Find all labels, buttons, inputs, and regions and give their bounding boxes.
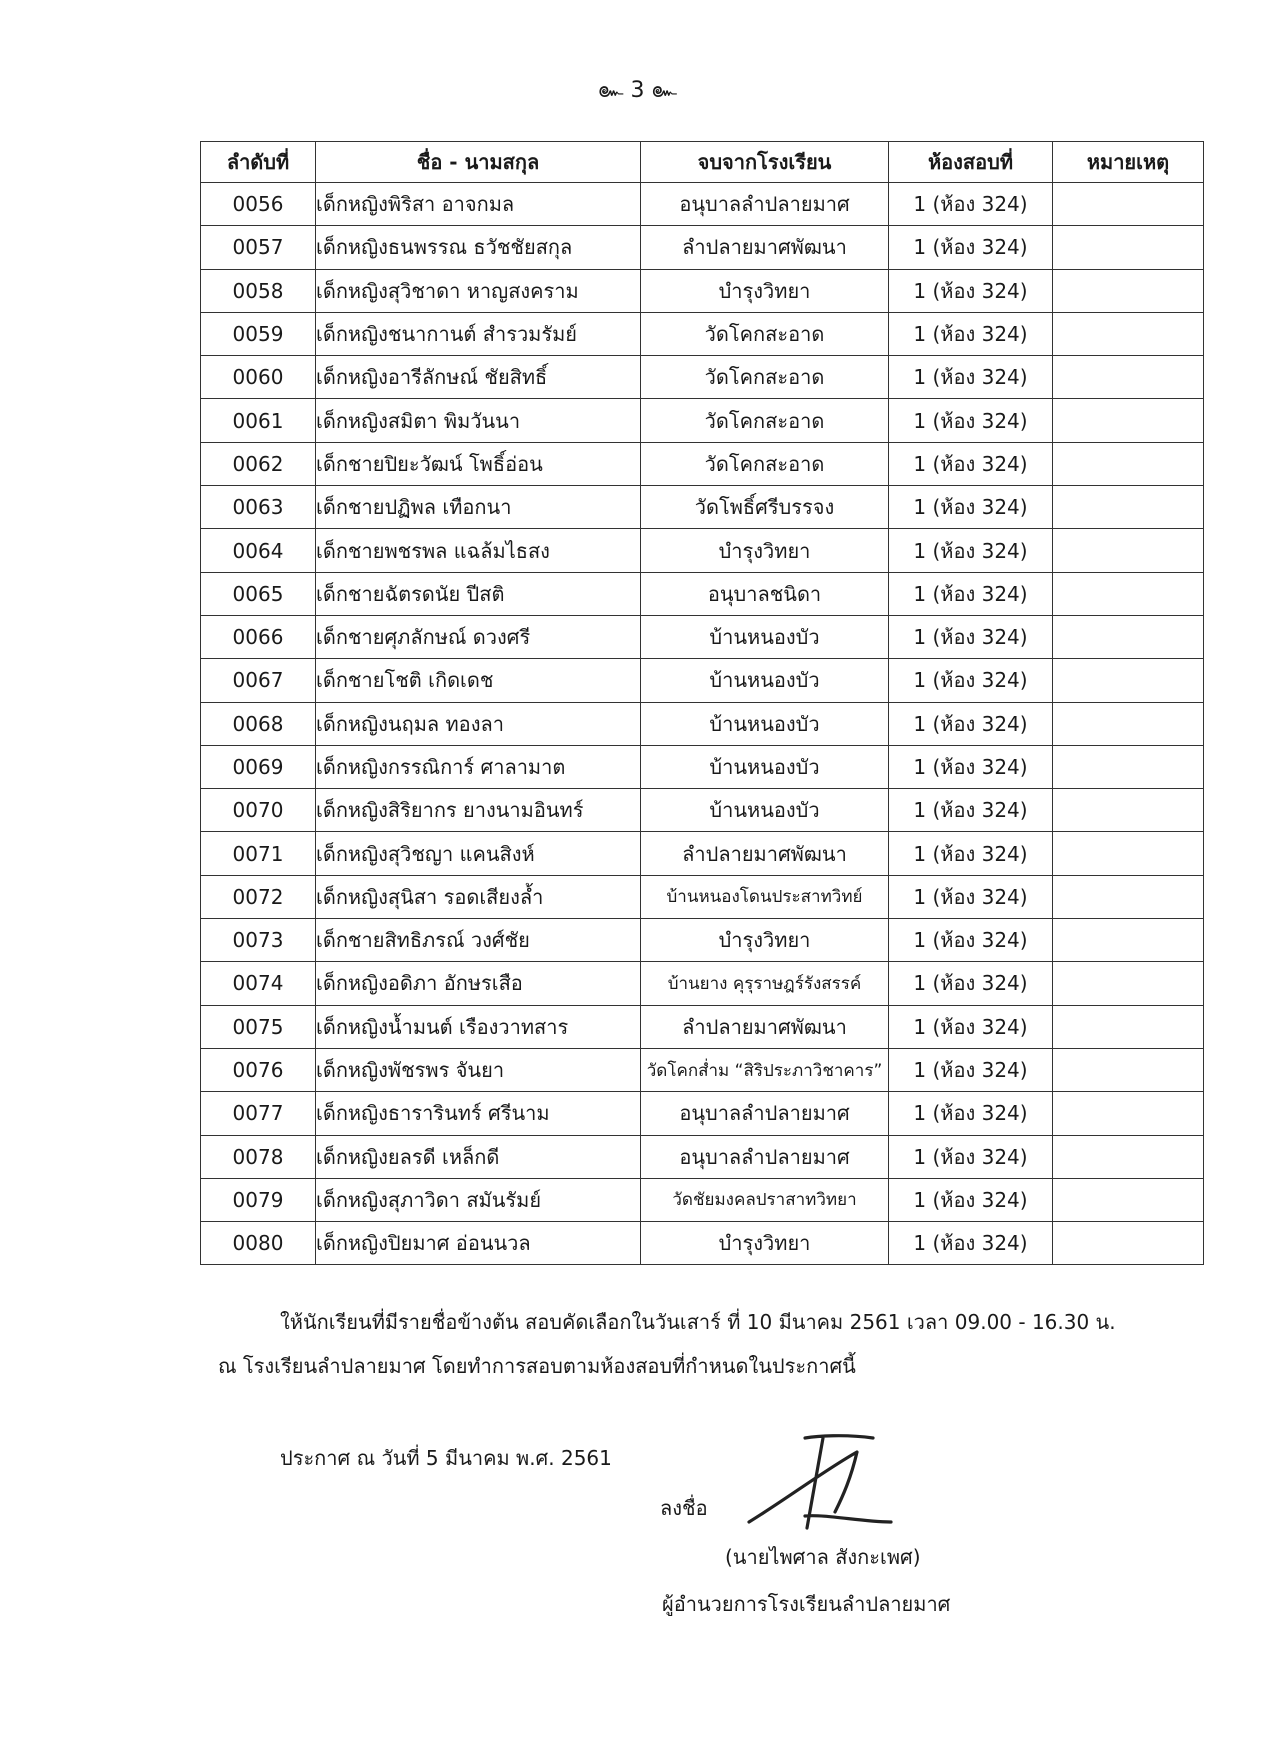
cell-note	[1053, 919, 1204, 962]
table-row	[201, 789, 1204, 832]
cell-note	[1053, 1222, 1204, 1265]
cell-room: 1 (ห้อง 324)	[889, 183, 1053, 226]
cell-note	[1053, 1178, 1204, 1221]
cell-room: 1 (ห้อง 324)	[889, 832, 1053, 875]
table-row	[201, 919, 1204, 962]
cell-note	[1053, 702, 1204, 745]
cell-name: เด็กหญิงน้ำมนต์ เรืองวาทสาร	[316, 1005, 641, 1048]
cell-note	[1053, 1135, 1204, 1178]
cell-order: 0074	[201, 962, 316, 1005]
cell-name: เด็กชายศุภลักษณ์ ดวงศรี	[316, 615, 641, 658]
table-row	[201, 572, 1204, 615]
cell-school: ลำปลายมาศพัฒนา	[641, 226, 889, 269]
cell-school: วัดชัยมงคลปราสาทวิทยา	[641, 1178, 889, 1221]
cell-order: 0062	[201, 442, 316, 485]
cell-name: เด็กหญิงนฤมล ทองลา	[316, 702, 641, 745]
cell-name: เด็กหญิงสุภาวิดา สมันรัมย์	[316, 1178, 641, 1221]
signature-label: ลงชื่อ	[660, 1496, 708, 1520]
cell-school: อนุบาลลำปลายมาศ	[641, 1092, 889, 1135]
cell-order: 0059	[201, 312, 316, 355]
table-row	[201, 226, 1204, 269]
cell-note	[1053, 962, 1204, 1005]
table-body	[201, 183, 1204, 1265]
exam-notice	[218, 1300, 1178, 1388]
cell-school: วัดโพธิ์ศรีบรรจง	[641, 486, 889, 529]
cell-note	[1053, 832, 1204, 875]
cell-room: 1 (ห้อง 324)	[889, 659, 1053, 702]
cell-name: เด็กชายโชติ เกิดเดช	[316, 659, 641, 702]
handwritten-signature	[745, 1430, 895, 1540]
table-row	[201, 486, 1204, 529]
cell-room: 1 (ห้อง 324)	[889, 572, 1053, 615]
cell-room: 1 (ห้อง 324)	[889, 1092, 1053, 1135]
cell-school: บำรุงวิทยา	[641, 269, 889, 312]
table-row	[201, 1135, 1204, 1178]
cell-order: 0065	[201, 572, 316, 615]
cell-order: 0068	[201, 702, 316, 745]
cell-note	[1053, 745, 1204, 788]
cell-school: วัดโคกสะอาด	[641, 442, 889, 485]
cell-room: 1 (ห้อง 324)	[889, 789, 1053, 832]
cell-order: 0067	[201, 659, 316, 702]
cell-order: 0077	[201, 1092, 316, 1135]
cell-name: เด็กหญิงอดิภา อักษรเสือ	[316, 962, 641, 1005]
cell-school: บ้านหนองบัว	[641, 615, 889, 658]
cell-note	[1053, 312, 1204, 355]
cell-school: อนุบาลลำปลายมาศ	[641, 183, 889, 226]
cell-name: เด็กหญิงพิริสา อาจกมล	[316, 183, 641, 226]
cell-name: เด็กหญิงกรรณิการ์ ศาลามาต	[316, 745, 641, 788]
table-row	[201, 1178, 1204, 1221]
cell-name: เด็กหญิงธนพรรณ ธวัชชัยสกุล	[316, 226, 641, 269]
cell-order: 0058	[201, 269, 316, 312]
page-number: ๛ 3 ๛	[598, 78, 677, 103]
cell-order: 0071	[201, 832, 316, 875]
cell-school: บำรุงวิทยา	[641, 919, 889, 962]
cell-order: 0064	[201, 529, 316, 572]
cell-name: เด็กหญิงสมิตา พิมวันนา	[316, 399, 641, 442]
cell-note	[1053, 789, 1204, 832]
announcement-date: ประกาศ ณ วันที่ 5 มีนาคม พ.ศ. 2561	[280, 1446, 612, 1470]
cell-order: 0078	[201, 1135, 316, 1178]
cell-school: บ้านหนองบัว	[641, 789, 889, 832]
cell-room: 1 (ห้อง 324)	[889, 1222, 1053, 1265]
cell-name: เด็กหญิงพัชรพร จันยา	[316, 1048, 641, 1091]
cell-room: 1 (ห้อง 324)	[889, 702, 1053, 745]
cell-order: 0063	[201, 486, 316, 529]
cell-order: 0080	[201, 1222, 316, 1265]
table-row	[201, 312, 1204, 355]
cell-order: 0060	[201, 356, 316, 399]
cell-name: เด็กชายพชรพล แฉล้มไธสง	[316, 529, 641, 572]
cell-note	[1053, 442, 1204, 485]
cell-room: 1 (ห้อง 324)	[889, 1048, 1053, 1091]
cell-school: บำรุงวิทยา	[641, 529, 889, 572]
cell-note	[1053, 1005, 1204, 1048]
cell-order: 0066	[201, 615, 316, 658]
header-room: ห้องสอบที่	[889, 142, 1053, 183]
header-note: หมายเหตุ	[1053, 142, 1204, 183]
table-row	[201, 702, 1204, 745]
cell-note	[1053, 875, 1204, 918]
cell-name: เด็กหญิงอารีลักษณ์ ชัยสิทธิ์	[316, 356, 641, 399]
table-row	[201, 832, 1204, 875]
cell-room: 1 (ห้อง 324)	[889, 615, 1053, 658]
cell-order: 0072	[201, 875, 316, 918]
cell-school: บ้านหนองบัว	[641, 745, 889, 788]
table-row	[201, 529, 1204, 572]
table-row	[201, 875, 1204, 918]
cell-school: บ้านยาง คุรุราษฎร์รังสรรค์	[641, 962, 889, 1005]
cell-school: บ้านหนองบัว	[641, 702, 889, 745]
cell-name: เด็กหญิงธารารินทร์ ศรีนาม	[316, 1092, 641, 1135]
table-row	[201, 745, 1204, 788]
cell-order: 0069	[201, 745, 316, 788]
cell-room: 1 (ห้อง 324)	[889, 226, 1053, 269]
cell-note	[1053, 572, 1204, 615]
cell-order: 0057	[201, 226, 316, 269]
table-row	[201, 1005, 1204, 1048]
notice-line-2: ณ โรงเรียนลำปลายมาศ โดยทำการสอบตามห้องสอบที่กำหนดในประกาศนี้	[218, 1354, 856, 1378]
table-row	[201, 962, 1204, 1005]
candidate-table	[200, 141, 1204, 1265]
cell-order: 0061	[201, 399, 316, 442]
cell-school: บ้านหนองโดนประสาทวิทย์	[641, 875, 889, 918]
cell-room: 1 (ห้อง 324)	[889, 919, 1053, 962]
table-row	[201, 659, 1204, 702]
cell-school: วัดโคกสะอาด	[641, 356, 889, 399]
cell-room: 1 (ห้อง 324)	[889, 962, 1053, 1005]
table-row	[201, 442, 1204, 485]
cell-room: 1 (ห้อง 324)	[889, 312, 1053, 355]
cell-room: 1 (ห้อง 324)	[889, 529, 1053, 572]
cell-note	[1053, 183, 1204, 226]
cell-school: บ้านหนองบัว	[641, 659, 889, 702]
cell-school: ลำปลายมาศพัฒนา	[641, 1005, 889, 1048]
table-row	[201, 1048, 1204, 1091]
notice-line-1: ให้นักเรียนที่มีรายชื่อข้างต้น สอบคัดเลือกในวันเสาร์ ที่ 10 มีนาคม 2561 เวลา 09.00 - 16.30 น.	[280, 1310, 1116, 1334]
cell-room: 1 (ห้อง 324)	[889, 442, 1053, 485]
cell-name: เด็กหญิงยลรดี เหล็กดี	[316, 1135, 641, 1178]
cell-note	[1053, 269, 1204, 312]
cell-order: 0076	[201, 1048, 316, 1091]
cell-room: 1 (ห้อง 324)	[889, 1178, 1053, 1221]
cell-room: 1 (ห้อง 324)	[889, 356, 1053, 399]
table-row	[201, 1222, 1204, 1265]
header-school: จบจากโรงเรียน	[641, 142, 889, 183]
table-row	[201, 1092, 1204, 1135]
cell-note	[1053, 1048, 1204, 1091]
cell-note	[1053, 226, 1204, 269]
table-header-row	[201, 142, 1204, 183]
cell-note	[1053, 356, 1204, 399]
cell-name: เด็กหญิงสิริยากร ยางนามอินทร์	[316, 789, 641, 832]
cell-room: 1 (ห้อง 324)	[889, 399, 1053, 442]
cell-room: 1 (ห้อง 324)	[889, 1135, 1053, 1178]
cell-name: เด็กชายปิยะวัฒน์ โพธิ์อ่อน	[316, 442, 641, 485]
header-name: ชื่อ - นามสกุล	[316, 142, 641, 183]
cell-name: เด็กชายสิทธิภรณ์ วงศ์ชัย	[316, 919, 641, 962]
cell-name: เด็กชายปฏิพล เทือกนา	[316, 486, 641, 529]
cell-name: เด็กหญิงสุวิชญา แคนสิงห์	[316, 832, 641, 875]
cell-order: 0070	[201, 789, 316, 832]
cell-name: เด็กหญิงสุนิสา รอดเสียงล้ำ	[316, 875, 641, 918]
cell-school: ลำปลายมาศพัฒนา	[641, 832, 889, 875]
cell-order: 0073	[201, 919, 316, 962]
cell-school: อนุบาลลำปลายมาศ	[641, 1135, 889, 1178]
cell-note	[1053, 615, 1204, 658]
cell-note	[1053, 399, 1204, 442]
cell-school: อนุบาลชนิดา	[641, 572, 889, 615]
cell-room: 1 (ห้อง 324)	[889, 1005, 1053, 1048]
signer-name: (นายไพศาล สังกะเพศ)	[725, 1545, 921, 1569]
header-order: ลำดับที่	[201, 142, 316, 183]
cell-room: 1 (ห้อง 324)	[889, 486, 1053, 529]
table-row	[201, 183, 1204, 226]
cell-name: เด็กหญิงสุวิชาดา หาญสงคราม	[316, 269, 641, 312]
cell-school: วัดโคกสะอาด	[641, 399, 889, 442]
signer-title: ผู้อำนวยการโรงเรียนลำปลายมาศ	[662, 1592, 951, 1616]
cell-note	[1053, 529, 1204, 572]
cell-note	[1053, 1092, 1204, 1135]
cell-note	[1053, 659, 1204, 702]
cell-order: 0075	[201, 1005, 316, 1048]
cell-name: เด็กหญิงชนากานต์ สำรวมรัมย์	[316, 312, 641, 355]
table-row	[201, 399, 1204, 442]
table-row	[201, 269, 1204, 312]
cell-note	[1053, 486, 1204, 529]
cell-school: วัดโคกส่ำม “สิริประภาวิชาคาร”	[641, 1048, 889, 1091]
cell-room: 1 (ห้อง 324)	[889, 875, 1053, 918]
cell-order: 0056	[201, 183, 316, 226]
cell-room: 1 (ห้อง 324)	[889, 269, 1053, 312]
cell-name: เด็กชายฉัตรดนัย ปีสติ	[316, 572, 641, 615]
table-row	[201, 615, 1204, 658]
table-row	[201, 356, 1204, 399]
cell-order: 0079	[201, 1178, 316, 1221]
cell-school: บำรุงวิทยา	[641, 1222, 889, 1265]
cell-school: วัดโคกสะอาด	[641, 312, 889, 355]
cell-room: 1 (ห้อง 324)	[889, 745, 1053, 788]
cell-name: เด็กหญิงปิยมาศ อ่อนนวล	[316, 1222, 641, 1265]
